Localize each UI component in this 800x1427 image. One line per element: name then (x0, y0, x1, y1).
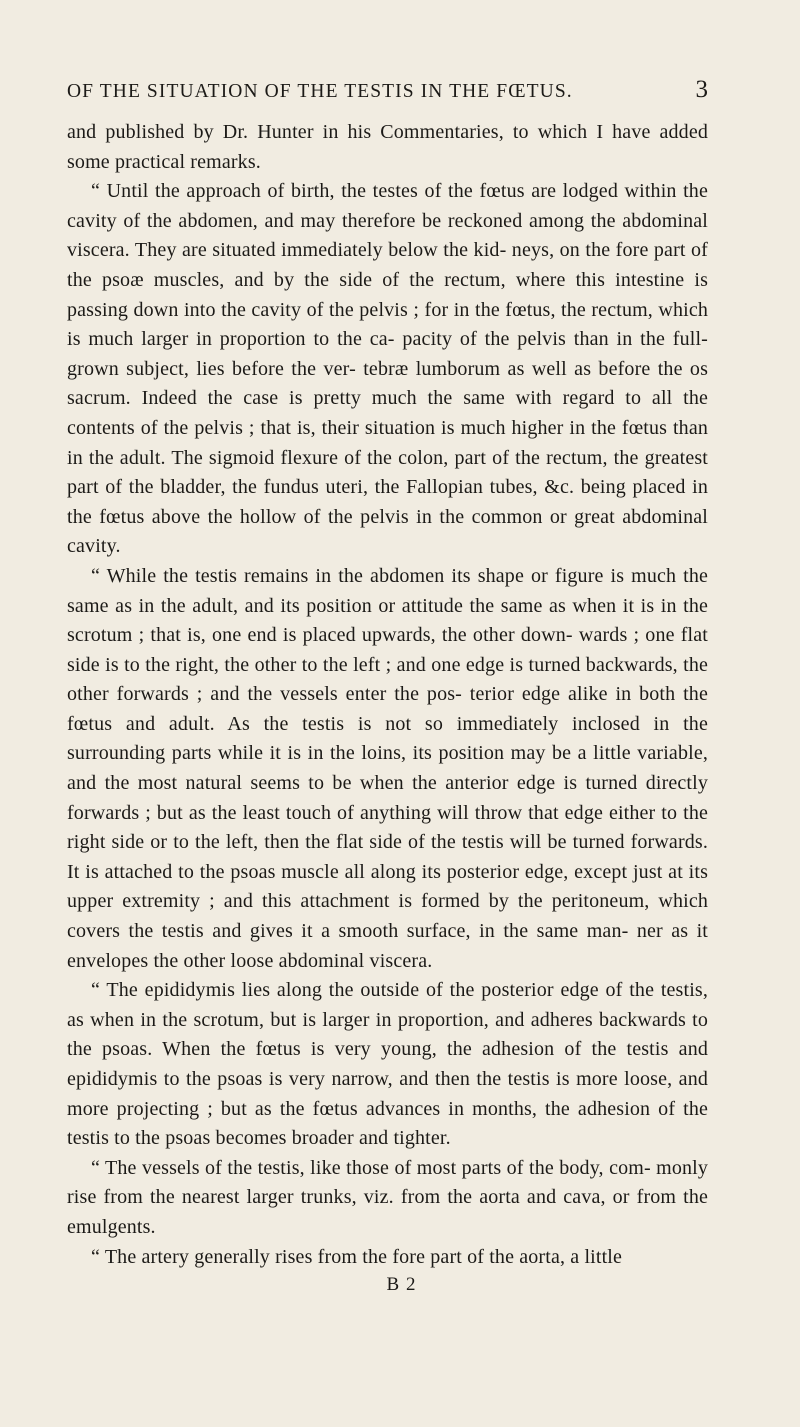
paragraph-epididymis: “ The epididymis lies along the outside of the posterior edge of the testis, as when in the scrotum, but is larger in proportion, and adheres backwards to the psoas. When the fœtus is very young, the adhesion of the testis and epididymis to the psoas is very narrow, and then the testis is more loose, and more projecting ; but as the fœtus advances in months, the adhesion of the testis to the psoas becomes broader and tighter. (67, 979, 708, 1150)
body-text (67, 118, 708, 1272)
paragraph-continuation: and published by Dr. Hunter in his Commentaries, to which I have added some practical remarks. (67, 121, 708, 173)
paragraph-situation-of-testes: “ Until the approach of birth, the testes of the fœtus are lodged within the cavity of the abdomen, and may therefore be reckoned among the abdominal viscera. They are situated immediately below the kid- neys, on the fore part of the psoæ muscles, and by the side of the rectum, where this intestine is passing down into the cavity of the pelvis ; for in the fœtus, the rectum, which is much larger in proportion to the ca- pacity of the pelvis than in the full-grown subject, lies before the ver- tebræ lumborum as well as before the os sacrum. Indeed the case is pretty much the same with regard to all the contents of the pelvis ; that is, their situation is much higher in the fœtus than in the adult. The sigmoid flexure of the colon, part of the rectum, the greatest part of the bladder, the fundus uteri, the Fallopian tubes, &c. being placed in the fœtus above the hollow of the pelvis in the common or great abdominal cavity. (67, 180, 708, 558)
paragraph-shape-of-testis: “ While the testis remains in the abdomen its shape or figure is much the same as in the adult, and its position or attitude the same as when it is in the scrotum ; that is, one end is placed upwards, the other down- wards ; one flat side is to the right, the other to the left ; and one edge is turned backwards, the other forwards ; and the vessels enter the pos- terior edge alike in both the fœtus and adult. As the testis is not so immediately inclosed in the surrounding parts while it is in the loins, its position may be a little variable, and the most natural seems to be when the anterior edge is turned directly forwards ; but as the least touch of anything will throw that edge either to the right side or to the left, then the flat side of the testis will be turned forwards. It is attached to the psoas muscle all along its posterior edge, except just at its upper extremity ; and this attachment is formed by the peritoneum, which covers the testis and gives it a smooth surface, in the same man- ner as it envelopes the other loose abdominal viscera. (67, 564, 708, 972)
paragraph-artery: “ The artery generally rises from the fore part of the aorta, a little (91, 1245, 623, 1268)
page-number: 3 (695, 76, 708, 103)
paragraph-vessels: “ The vessels of the testis, like those of most parts of the body, com- monly rise from the nearest larger trunks, viz. from the aorta and cava, or from the emulgents. (67, 1156, 708, 1238)
running-head-title: OF THE SITUATION OF THE TESTIS IN THE FŒTUS. (67, 81, 573, 102)
running-head (67, 76, 708, 106)
signature-mark: B 2 (386, 1274, 417, 1296)
